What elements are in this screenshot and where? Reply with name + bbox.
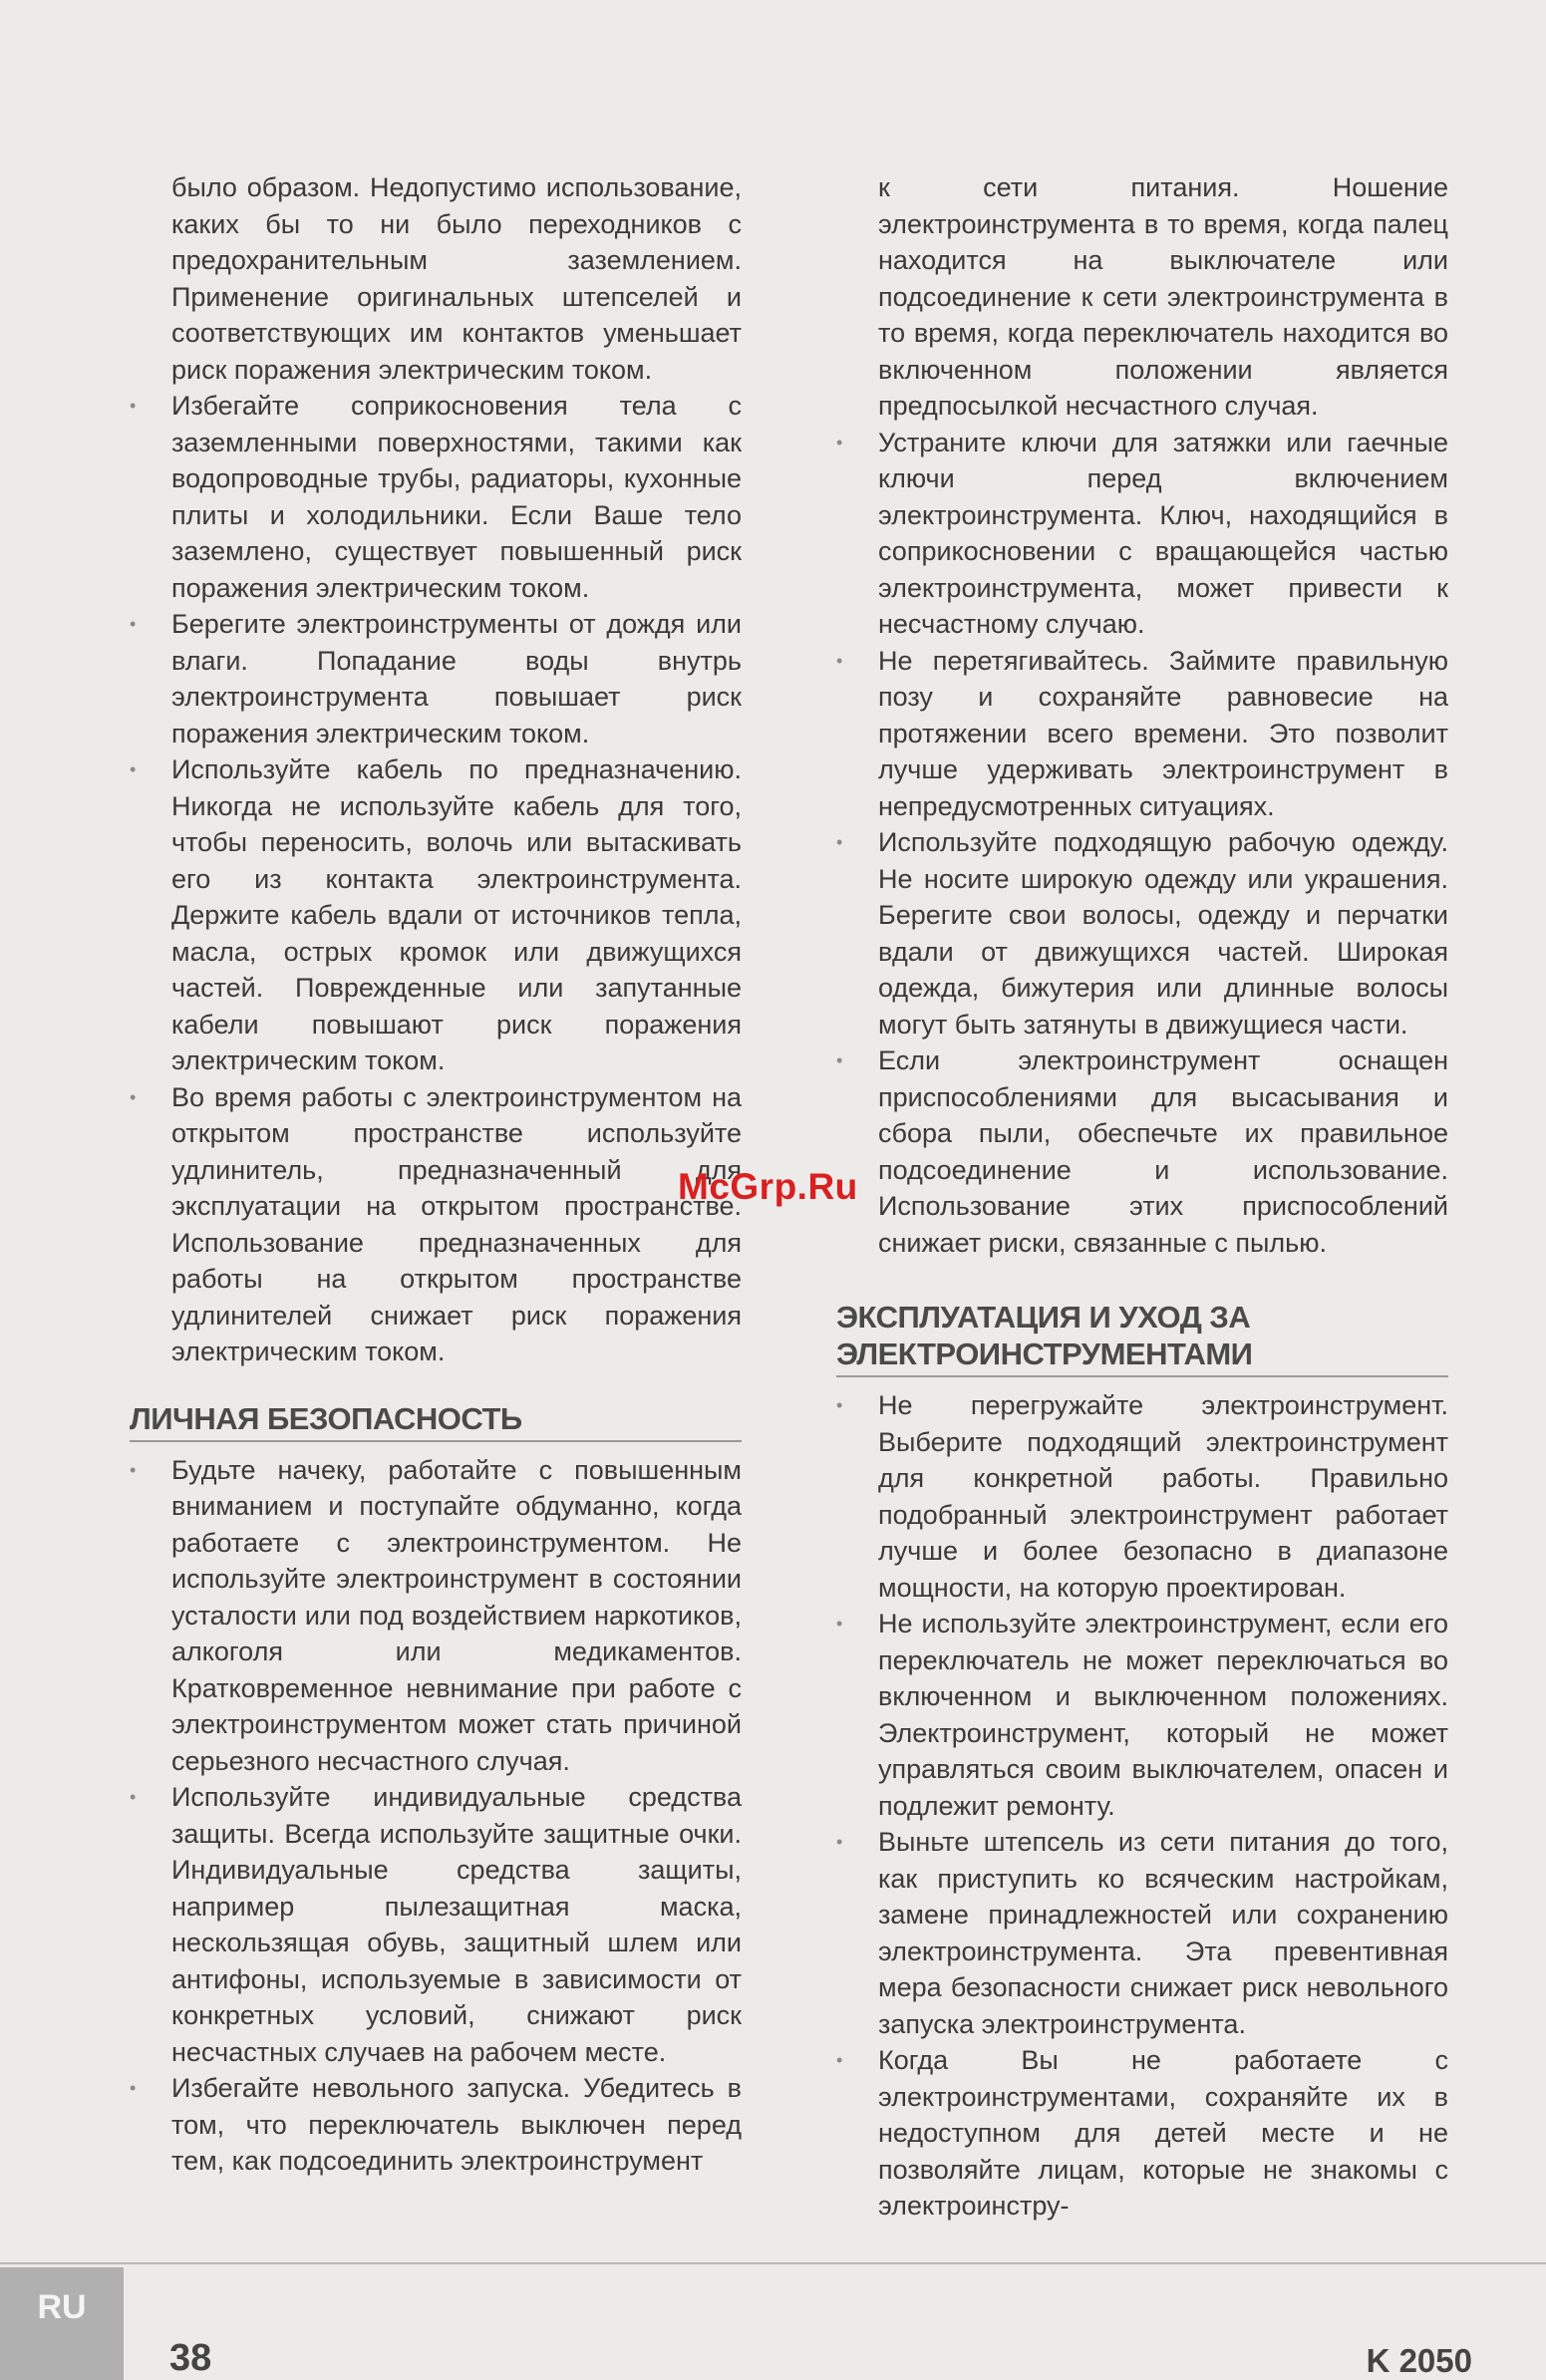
left-bullet-list: [130, 388, 742, 1370]
list-item: • Когда Вы не работаете с электроинструментами, сохраняйте их в недоступном для детей месте и не позволяйте лицам, которые не знакомы с электроинстру-: [836, 2042, 1448, 2225]
list-item: • Не перетягивайтесь. Займите правильную позу и сохраняйте равновесие на протяжении всего времени. Это позволит лучше удерживать электроинструмент в непредусмотренных ситуациях.: [836, 643, 1448, 825]
list-item: • Не используйте электроинструмент, если его переключатель не может переключаться во включенном и выключенном положениях. Электроинструмент, который не может управляться своим выключателем, опасен и подлежит ремонту.: [836, 1606, 1448, 1824]
list-item: • Используйте подходящую рабочую одежду. Не носите широкую одежду или украшения. Берегите свои волосы, одежду и перчатки вдали от движущихся частей. Широкая одежда, бижутерия или длинные волосы могут быть затянуты в движущиеся части.: [836, 824, 1448, 1042]
page-number: 38: [169, 2337, 212, 2379]
right-continuation-paragraph: к сети питания. Ношение электроинструмента в то время, когда палец находится на выключателе или подсоединение к сети электроинструмента в то время, когда переключатель находится во включенном положении является предпосылкой несчастного случая.: [878, 172, 1448, 421]
left-column: [130, 169, 742, 2180]
personal-safety-list: [130, 1452, 742, 2180]
section-heading-operation-care: ЭКСПЛУАТАЦИЯ И УХОД ЗА ЭЛЕКТРОИНСТРУМЕНТАМИ: [836, 1299, 1448, 1377]
footer-divider: [0, 2262, 1546, 2264]
list-item: • Устраните ключи для затяжки или гаечные ключи перед включением электроинструмента. Ключ, находящийся в соприкосновении с вращающейся частью электроинструмента, может привести к несчастному случаю.: [836, 425, 1448, 643]
list-item: • Будьте начеку, работайте с повышенным вниманием и поступайте обдуманно, когда работаете с электроинструментом. Не используйте электроинструмент в состоянии усталости или под воздействием наркотиков, алкоголя или медикаментов. Кратковременное невнимание при работе с электроинструментом может стать причиной серьезного несчастного случая.: [130, 1452, 742, 1780]
list-item: • Избегайте соприкосновения тела с заземленными поверхностями, такими как водопроводные трубы, радиаторы, кухонные плиты и холодильники. Если Ваше тело заземлено, существует повышенный риск поражения электрическим током.: [130, 388, 742, 606]
model-name: K 2050: [1366, 2342, 1472, 2379]
language-badge: RU: [0, 2267, 124, 2380]
left-intro-paragraph: было образом. Недопустимо использование, каких бы то ни было переходников с предохранительным заземлением. Применение оригинальных штепселей и соответствующих им контактов уменьшает риск поражения электрическим током.: [171, 172, 742, 385]
operation-care-list: [836, 1387, 1448, 2225]
list-item: • Используйте индивидуальные средства защиты. Всегда используйте защитные очки. Индивидуальные средства защиты, например пылезащитная маска, нескользящая обувь, защитный шлем или антифоны, используемые в зависимости от конкретных условий, снижают риск несчастных случаев на рабочем месте.: [130, 1779, 742, 2070]
list-item: • Берегите электроинструменты от дождя или влаги. Попадание воды внутрь электроинструмента повышает риск поражения электрическим током.: [130, 606, 742, 751]
list-item: • Не перегружайте электроинструмент. Выберите подходящий электроинструмент для конкретной работы. Правильно подобранный электроинструмент работает лучше и более безопасно в диапазоне мощности, на которую проектирован.: [836, 1387, 1448, 1606]
list-item: • Если электроинструмент оснащен приспособлениями для высасывания и сбора пыли, обеспечьте их правильное подсоединение и использование. Использование этих приспособлений снижает риски, связанные с пылью.: [836, 1042, 1448, 1261]
list-item: • Избегайте невольного запуска. Убедитесь в том, что переключатель выключен перед тем, как подсоединить электроинструмент: [130, 2070, 742, 2180]
section-heading-personal-safety: ЛИЧНАЯ БЕЗОПАСНОСТЬ: [130, 1400, 742, 1442]
list-item: • Выньте штепсель из сети питания до того, как приступить ко всяческим настройкам, замене принадлежностей или сохранению электроинструмента. Эта превентивная мера безопасности снижает риск невольного запуска электроинструмента.: [836, 1824, 1448, 2042]
right-bullet-list: [836, 425, 1448, 1262]
watermark: McGrp.Ru: [678, 1166, 858, 1207]
right-column: [836, 169, 1448, 2225]
list-item: • Во время работы с электроинструментом на открытом пространстве используйте удлинитель, предназначенный для эксплуатации на открытом пространстве. Использование предназначенных для работы на открытом пространстве удлинителей снижает риск поражения электрическим током.: [130, 1079, 742, 1370]
list-item: • Используйте кабель по предназначению. Никогда не используйте кабель для того, чтобы переносить, волочь или вытаскивать его из контакта электроинструмента. Держите кабель вдали от источников тепла, масла, острых кромок или движущихся частей. Поврежденные или запутанные кабели повышают риск поражения электрическим током.: [130, 751, 742, 1079]
